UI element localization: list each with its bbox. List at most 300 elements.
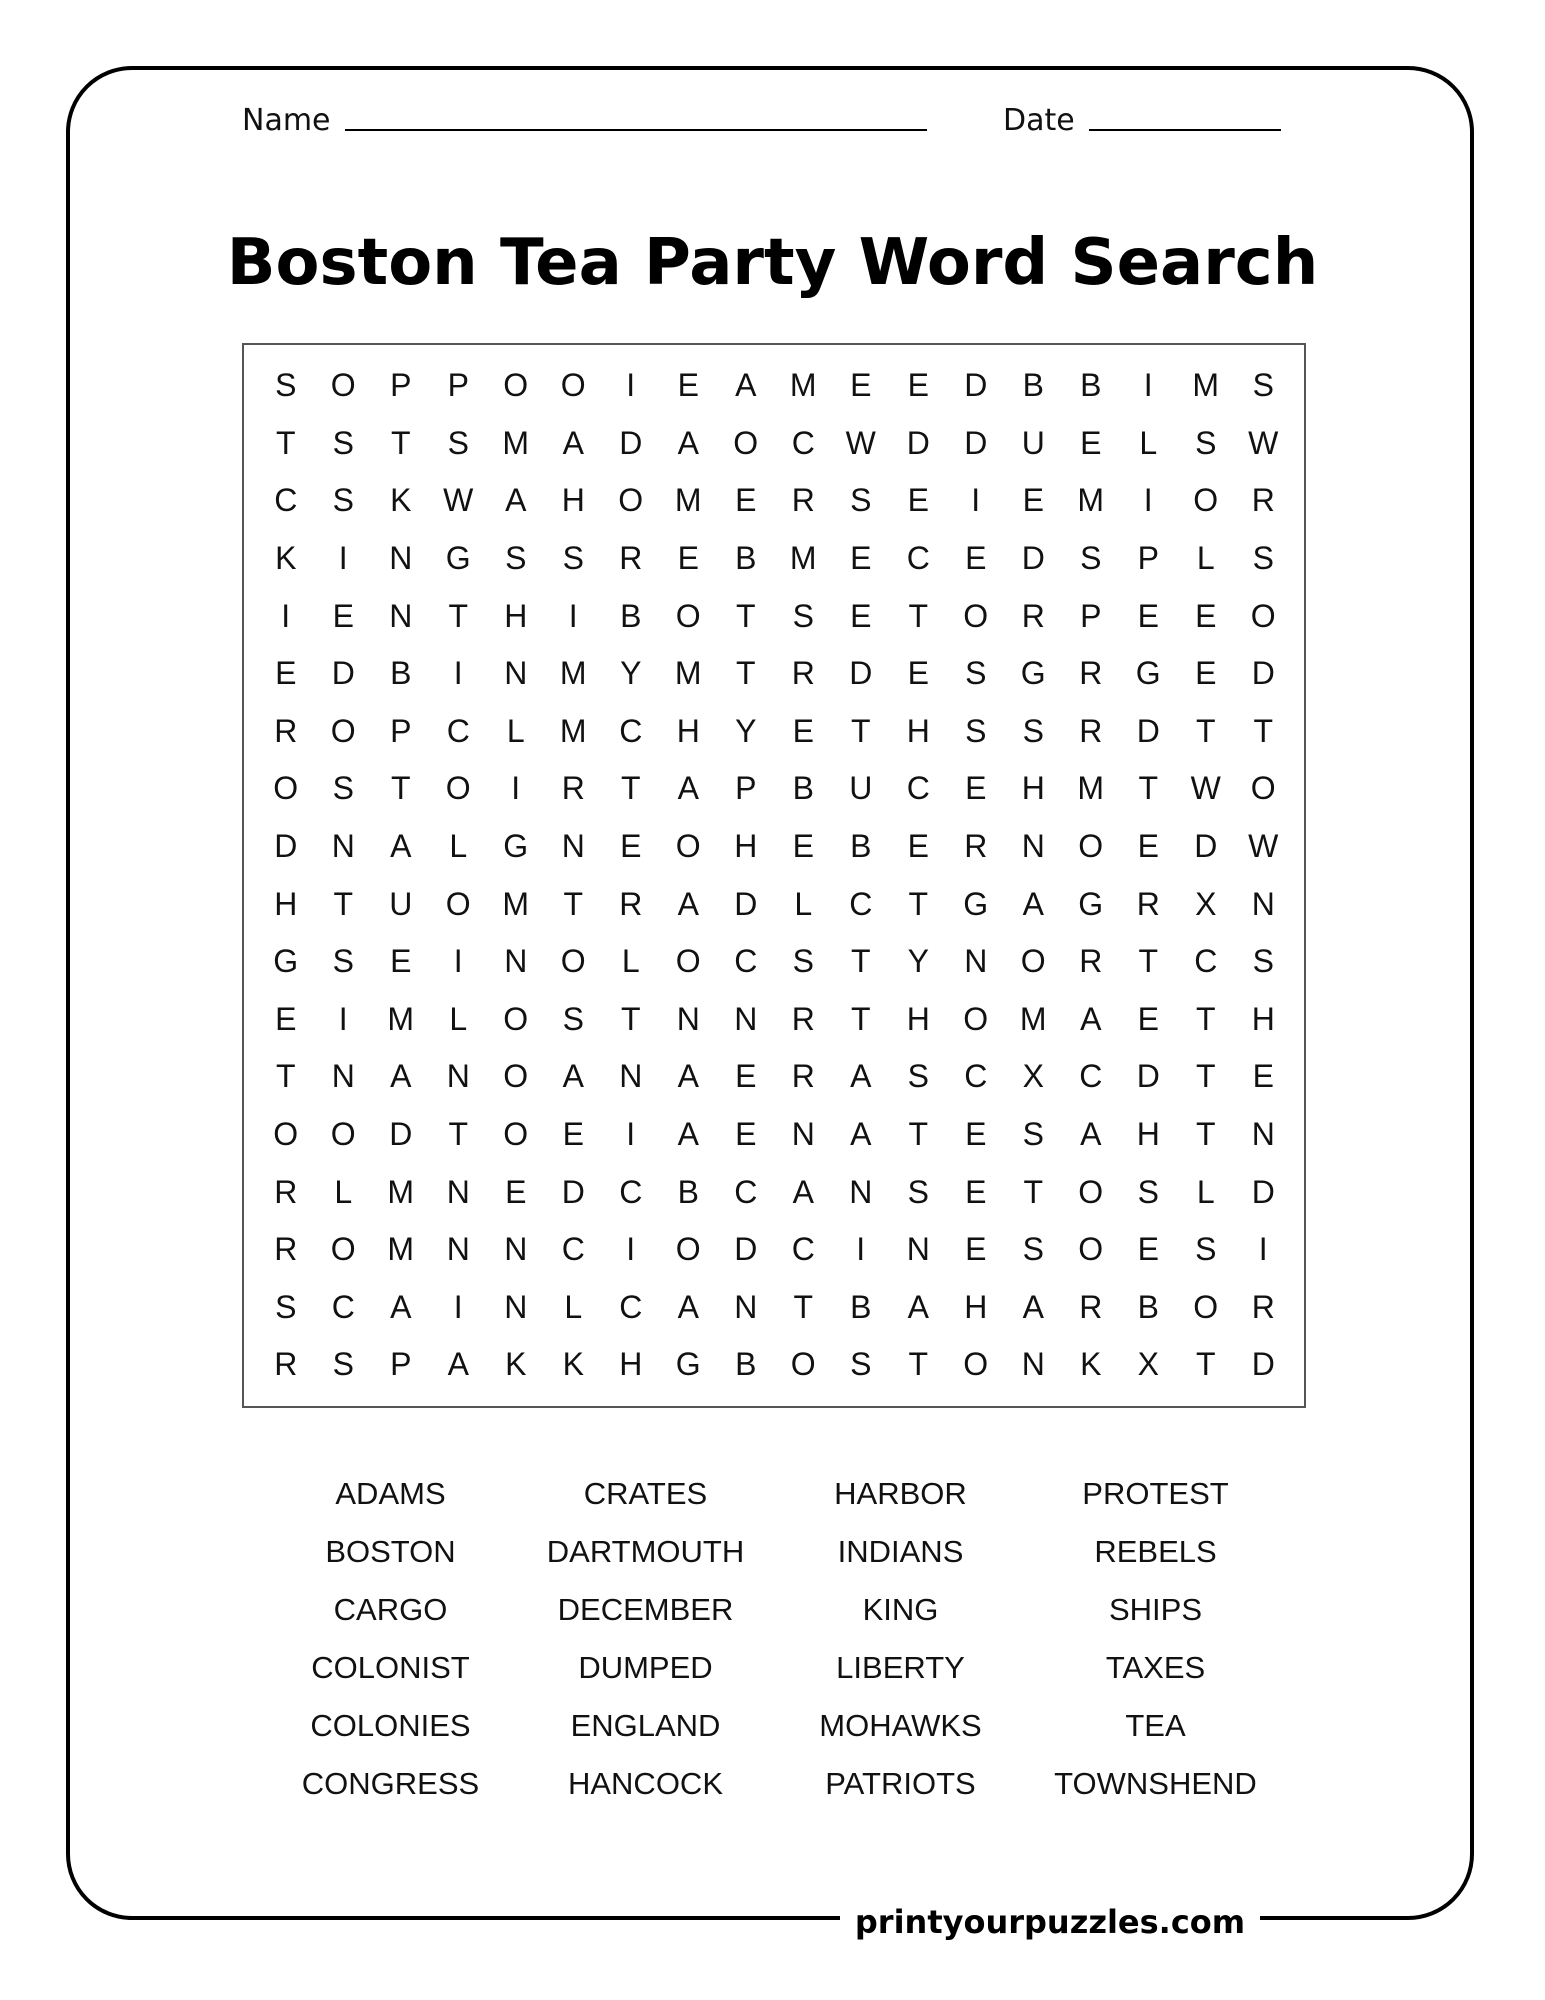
- grid-letter[interactable]: E: [390, 943, 412, 980]
- grid-letter[interactable]: N: [734, 1288, 758, 1325]
- grid-letter[interactable]: C: [446, 712, 470, 749]
- grid-letter[interactable]: I: [626, 367, 636, 404]
- grid-letter[interactable]: E: [735, 1116, 757, 1153]
- grid-letter[interactable]: H: [964, 1288, 988, 1325]
- grid-letter[interactable]: D: [734, 1231, 758, 1268]
- grid-letter[interactable]: D: [1194, 828, 1218, 865]
- grid-letter[interactable]: M: [1077, 482, 1105, 519]
- grid-letter[interactable]: Y: [735, 712, 757, 749]
- grid-letter[interactable]: B: [792, 770, 814, 807]
- grid-letter[interactable]: T: [850, 712, 871, 749]
- grid-letter[interactable]: E: [562, 1116, 584, 1153]
- grid-letter[interactable]: K: [275, 540, 297, 577]
- grid-letter[interactable]: R: [274, 1173, 298, 1210]
- grid-letter[interactable]: I: [338, 1000, 348, 1037]
- grid-letter[interactable]: E: [850, 540, 872, 577]
- grid-letter[interactable]: B: [735, 540, 757, 577]
- grid-letter[interactable]: E: [1195, 597, 1217, 634]
- grid-letter[interactable]: W: [1248, 424, 1279, 461]
- grid-letter[interactable]: D: [964, 424, 988, 461]
- grid-letter[interactable]: G: [1078, 885, 1104, 922]
- grid-letter[interactable]: E: [677, 540, 699, 577]
- grid-letter[interactable]: R: [274, 1231, 298, 1268]
- grid-letter[interactable]: D: [1136, 712, 1160, 749]
- grid-letter[interactable]: S: [792, 943, 814, 980]
- grid-letter[interactable]: E: [275, 655, 297, 692]
- grid-letter[interactable]: D: [389, 1116, 413, 1153]
- grid-letter[interactable]: S: [332, 770, 354, 807]
- grid-letter[interactable]: O: [733, 424, 759, 461]
- grid-letter[interactable]: M: [789, 367, 817, 404]
- grid-letter[interactable]: E: [1137, 1231, 1159, 1268]
- grid-letter[interactable]: B: [735, 1346, 757, 1383]
- grid-letter[interactable]: P: [390, 367, 412, 404]
- grid-letter[interactable]: H: [561, 482, 585, 519]
- grid-letter[interactable]: U: [1021, 424, 1045, 461]
- grid-letter[interactable]: T: [1138, 770, 1159, 807]
- grid-letter[interactable]: B: [850, 1288, 872, 1325]
- grid-letter[interactable]: A: [1022, 885, 1044, 922]
- grid-letter[interactable]: A: [850, 1116, 872, 1153]
- grid-letter[interactable]: R: [1079, 1288, 1103, 1325]
- grid-letter[interactable]: D: [1251, 655, 1275, 692]
- grid-letter[interactable]: O: [330, 1231, 356, 1268]
- grid-letter[interactable]: M: [674, 482, 702, 519]
- grid-letter[interactable]: K: [1080, 1346, 1102, 1383]
- grid-letter[interactable]: X: [1137, 1346, 1159, 1383]
- grid-letter[interactable]: O: [675, 943, 701, 980]
- grid-letter[interactable]: L: [334, 1173, 353, 1210]
- grid-letter[interactable]: I: [856, 1231, 866, 1268]
- grid-letter[interactable]: U: [389, 885, 413, 922]
- grid-letter[interactable]: N: [1021, 828, 1045, 865]
- grid-letter[interactable]: O: [445, 885, 471, 922]
- grid-letter[interactable]: S: [1252, 367, 1274, 404]
- grid-letter[interactable]: O: [790, 1346, 816, 1383]
- grid-letter[interactable]: L: [1139, 424, 1158, 461]
- grid-letter[interactable]: B: [620, 597, 642, 634]
- grid-letter[interactable]: D: [849, 655, 873, 692]
- grid-letter[interactable]: S: [275, 367, 297, 404]
- grid-letter[interactable]: E: [792, 828, 814, 865]
- grid-letter[interactable]: N: [1251, 1116, 1275, 1153]
- grid-letter[interactable]: A: [735, 367, 757, 404]
- grid-letter[interactable]: N: [504, 943, 528, 980]
- grid-letter[interactable]: O: [1250, 770, 1276, 807]
- grid-letter[interactable]: S: [1195, 424, 1217, 461]
- grid-letter[interactable]: C: [964, 1058, 988, 1095]
- grid-letter[interactable]: L: [621, 943, 640, 980]
- grid-letter[interactable]: I: [511, 770, 521, 807]
- grid-letter[interactable]: T: [908, 885, 929, 922]
- grid-letter[interactable]: C: [906, 770, 930, 807]
- grid-letter[interactable]: D: [561, 1173, 585, 1210]
- grid-letter[interactable]: B: [677, 1173, 699, 1210]
- grid-letter[interactable]: C: [791, 1231, 815, 1268]
- grid-letter[interactable]: S: [562, 540, 584, 577]
- grid-letter[interactable]: R: [791, 1000, 815, 1037]
- grid-letter[interactable]: H: [504, 597, 528, 634]
- grid-letter[interactable]: E: [332, 597, 354, 634]
- grid-letter[interactable]: W: [845, 424, 876, 461]
- grid-letter[interactable]: N: [504, 655, 528, 692]
- grid-letter[interactable]: E: [965, 1173, 987, 1210]
- grid-letter[interactable]: K: [390, 482, 412, 519]
- grid-letter[interactable]: N: [676, 1000, 700, 1037]
- grid-letter[interactable]: A: [677, 1116, 699, 1153]
- grid-letter[interactable]: A: [677, 1288, 699, 1325]
- grid-letter[interactable]: N: [1021, 1346, 1045, 1383]
- grid-letter[interactable]: L: [1196, 1173, 1215, 1210]
- grid-letter[interactable]: O: [675, 597, 701, 634]
- grid-letter[interactable]: N: [1251, 885, 1275, 922]
- grid-letter[interactable]: H: [1021, 770, 1045, 807]
- grid-letter[interactable]: T: [908, 597, 929, 634]
- grid-letter[interactable]: L: [1196, 540, 1215, 577]
- grid-letter[interactable]: O: [503, 367, 529, 404]
- grid-letter[interactable]: R: [791, 655, 815, 692]
- grid-letter[interactable]: I: [626, 1116, 636, 1153]
- grid-letter[interactable]: C: [561, 1231, 585, 1268]
- date-field[interactable]: [1089, 129, 1281, 131]
- grid-letter[interactable]: S: [965, 655, 987, 692]
- grid-letter[interactable]: C: [619, 1288, 643, 1325]
- grid-letter[interactable]: O: [330, 367, 356, 404]
- grid-letter[interactable]: S: [1195, 1231, 1217, 1268]
- grid-letter[interactable]: S: [332, 424, 354, 461]
- grid-letter[interactable]: U: [849, 770, 873, 807]
- grid-letter[interactable]: S: [1252, 943, 1274, 980]
- grid-letter[interactable]: A: [677, 770, 699, 807]
- grid-letter[interactable]: E: [1137, 597, 1159, 634]
- grid-letter[interactable]: O: [560, 943, 586, 980]
- grid-letter[interactable]: A: [907, 1288, 929, 1325]
- grid-letter[interactable]: T: [850, 943, 871, 980]
- grid-letter[interactable]: O: [273, 770, 299, 807]
- grid-letter[interactable]: W: [1248, 828, 1279, 865]
- grid-letter[interactable]: O: [675, 1231, 701, 1268]
- grid-letter[interactable]: E: [907, 828, 929, 865]
- grid-letter[interactable]: D: [619, 424, 643, 461]
- grid-letter[interactable]: S: [1022, 1231, 1044, 1268]
- grid-letter[interactable]: R: [791, 482, 815, 519]
- grid-letter[interactable]: T: [390, 770, 411, 807]
- grid-letter[interactable]: M: [387, 1000, 415, 1037]
- grid-letter[interactable]: A: [562, 424, 584, 461]
- grid-letter[interactable]: A: [505, 482, 527, 519]
- grid-letter[interactable]: L: [506, 712, 525, 749]
- grid-letter[interactable]: R: [1021, 597, 1045, 634]
- grid-letter[interactable]: O: [675, 828, 701, 865]
- grid-letter[interactable]: C: [1194, 943, 1218, 980]
- grid-letter[interactable]: N: [791, 1116, 815, 1153]
- grid-letter[interactable]: D: [1021, 540, 1045, 577]
- grid-letter[interactable]: M: [789, 540, 817, 577]
- grid-letter[interactable]: S: [275, 1288, 297, 1325]
- grid-letter[interactable]: T: [620, 1000, 641, 1037]
- grid-letter[interactable]: I: [1143, 367, 1153, 404]
- grid-letter[interactable]: R: [791, 1058, 815, 1095]
- grid-letter[interactable]: H: [274, 885, 298, 922]
- grid-letter[interactable]: H: [619, 1346, 643, 1383]
- grid-letter[interactable]: E: [1195, 655, 1217, 692]
- grid-letter[interactable]: M: [502, 424, 530, 461]
- grid-letter[interactable]: A: [792, 1173, 814, 1210]
- grid-letter[interactable]: M: [559, 712, 587, 749]
- grid-letter[interactable]: S: [965, 712, 987, 749]
- grid-letter[interactable]: C: [331, 1288, 355, 1325]
- grid-letter[interactable]: S: [1022, 1116, 1044, 1153]
- grid-letter[interactable]: T: [1195, 1346, 1216, 1383]
- grid-letter[interactable]: S: [1252, 540, 1274, 577]
- grid-letter[interactable]: T: [333, 885, 354, 922]
- grid-letter[interactable]: D: [1251, 1173, 1275, 1210]
- grid-letter[interactable]: N: [504, 1231, 528, 1268]
- grid-letter[interactable]: K: [562, 1346, 584, 1383]
- grid-letter[interactable]: N: [619, 1058, 643, 1095]
- grid-letter[interactable]: C: [1079, 1058, 1103, 1095]
- grid-letter[interactable]: W: [1190, 770, 1221, 807]
- grid-letter[interactable]: I: [281, 597, 291, 634]
- grid-letter[interactable]: T: [1023, 1173, 1044, 1210]
- grid-letter[interactable]: E: [965, 1231, 987, 1268]
- grid-letter[interactable]: C: [849, 885, 873, 922]
- grid-letter[interactable]: S: [447, 424, 469, 461]
- grid-letter[interactable]: S: [792, 597, 814, 634]
- grid-letter[interactable]: A: [447, 1346, 469, 1383]
- grid-letter[interactable]: O: [330, 1116, 356, 1153]
- grid-letter[interactable]: S: [1137, 1173, 1159, 1210]
- grid-letter[interactable]: T: [735, 655, 756, 692]
- grid-letter[interactable]: O: [503, 1116, 529, 1153]
- grid-letter[interactable]: E: [850, 597, 872, 634]
- grid-letter[interactable]: O: [1193, 482, 1219, 519]
- grid-letter[interactable]: T: [850, 1000, 871, 1037]
- grid-letter[interactable]: E: [1137, 828, 1159, 865]
- grid-letter[interactable]: O: [445, 770, 471, 807]
- grid-letter[interactable]: O: [503, 1058, 529, 1095]
- grid-letter[interactable]: R: [619, 885, 643, 922]
- grid-letter[interactable]: E: [907, 655, 929, 692]
- grid-letter[interactable]: P: [735, 770, 757, 807]
- grid-letter[interactable]: S: [505, 540, 527, 577]
- grid-letter[interactable]: R: [1136, 885, 1160, 922]
- grid-letter[interactable]: W: [443, 482, 474, 519]
- grid-letter[interactable]: S: [1080, 540, 1102, 577]
- grid-letter[interactable]: S: [850, 482, 872, 519]
- grid-letter[interactable]: T: [1138, 943, 1159, 980]
- grid-letter[interactable]: I: [1143, 482, 1153, 519]
- grid-letter[interactable]: A: [390, 828, 412, 865]
- grid-letter[interactable]: E: [965, 770, 987, 807]
- grid-letter[interactable]: G: [1020, 655, 1046, 692]
- grid-letter[interactable]: H: [1136, 1116, 1160, 1153]
- grid-letter[interactable]: R: [964, 828, 988, 865]
- grid-letter[interactable]: C: [791, 424, 815, 461]
- grid-letter[interactable]: M: [387, 1231, 415, 1268]
- grid-letter[interactable]: T: [563, 885, 584, 922]
- grid-letter[interactable]: C: [619, 712, 643, 749]
- grid-letter[interactable]: L: [564, 1288, 583, 1325]
- grid-letter[interactable]: D: [906, 424, 930, 461]
- grid-letter[interactable]: T: [1195, 1116, 1216, 1153]
- grid-letter[interactable]: S: [850, 1346, 872, 1383]
- grid-letter[interactable]: O: [1078, 1231, 1104, 1268]
- grid-letter[interactable]: I: [453, 1288, 463, 1325]
- grid-letter[interactable]: A: [390, 1058, 412, 1095]
- grid-letter[interactable]: E: [735, 1058, 757, 1095]
- grid-letter[interactable]: R: [1079, 655, 1103, 692]
- grid-letter[interactable]: M: [1019, 1000, 1047, 1037]
- grid-letter[interactable]: E: [1137, 1000, 1159, 1037]
- grid-letter[interactable]: S: [332, 943, 354, 980]
- grid-letter[interactable]: O: [1250, 597, 1276, 634]
- grid-letter[interactable]: N: [446, 1058, 470, 1095]
- grid-letter[interactable]: L: [449, 828, 468, 865]
- grid-letter[interactable]: M: [387, 1173, 415, 1210]
- grid-letter[interactable]: H: [676, 712, 700, 749]
- grid-letter[interactable]: A: [390, 1288, 412, 1325]
- grid-letter[interactable]: M: [674, 655, 702, 692]
- grid-letter[interactable]: R: [561, 770, 585, 807]
- grid-letter[interactable]: E: [677, 367, 699, 404]
- grid-letter[interactable]: M: [1077, 770, 1105, 807]
- grid-letter[interactable]: E: [620, 828, 642, 865]
- grid-letter[interactable]: S: [332, 482, 354, 519]
- grid-letter[interactable]: L: [794, 885, 813, 922]
- grid-letter[interactable]: T: [275, 424, 296, 461]
- grid-letter[interactable]: C: [274, 482, 298, 519]
- grid-letter[interactable]: E: [965, 1116, 987, 1153]
- grid-letter[interactable]: B: [1080, 367, 1102, 404]
- grid-letter[interactable]: Y: [907, 943, 929, 980]
- grid-letter[interactable]: T: [275, 1058, 296, 1095]
- grid-letter[interactable]: M: [1192, 367, 1220, 404]
- grid-letter[interactable]: T: [793, 1288, 814, 1325]
- grid-letter[interactable]: N: [964, 943, 988, 980]
- grid-letter[interactable]: P: [390, 1346, 412, 1383]
- grid-letter[interactable]: R: [1251, 1288, 1275, 1325]
- grid-letter[interactable]: E: [275, 1000, 297, 1037]
- grid-letter[interactable]: K: [505, 1346, 527, 1383]
- grid-letter[interactable]: Y: [620, 655, 642, 692]
- grid-letter[interactable]: O: [560, 367, 586, 404]
- grid-letter[interactable]: D: [1251, 1346, 1275, 1383]
- grid-letter[interactable]: N: [331, 1058, 355, 1095]
- grid-letter[interactable]: I: [971, 482, 981, 519]
- grid-letter[interactable]: I: [338, 540, 348, 577]
- grid-letter[interactable]: I: [453, 943, 463, 980]
- grid-letter[interactable]: A: [562, 1058, 584, 1095]
- grid-letter[interactable]: I: [1258, 1231, 1268, 1268]
- grid-letter[interactable]: E: [907, 367, 929, 404]
- grid-letter[interactable]: I: [626, 1231, 636, 1268]
- grid-letter[interactable]: R: [1251, 482, 1275, 519]
- grid-letter[interactable]: P: [390, 712, 412, 749]
- grid-letter[interactable]: D: [331, 655, 355, 692]
- grid-letter[interactable]: A: [1080, 1000, 1102, 1037]
- grid-letter[interactable]: O: [273, 1116, 299, 1153]
- grid-letter[interactable]: X: [1022, 1058, 1044, 1095]
- grid-letter[interactable]: L: [449, 1000, 468, 1037]
- grid-letter[interactable]: N: [446, 1231, 470, 1268]
- grid-letter[interactable]: O: [330, 712, 356, 749]
- grid-letter[interactable]: S: [332, 1346, 354, 1383]
- grid-letter[interactable]: A: [850, 1058, 872, 1095]
- grid-letter[interactable]: C: [619, 1173, 643, 1210]
- grid-letter[interactable]: T: [1195, 1058, 1216, 1095]
- grid-letter[interactable]: R: [274, 1346, 298, 1383]
- grid-letter[interactable]: A: [677, 424, 699, 461]
- name-field[interactable]: [345, 129, 927, 131]
- grid-letter[interactable]: O: [1078, 828, 1104, 865]
- grid-letter[interactable]: T: [448, 597, 469, 634]
- grid-letter[interactable]: N: [906, 1231, 930, 1268]
- grid-letter[interactable]: B: [1022, 367, 1044, 404]
- grid-letter[interactable]: E: [735, 482, 757, 519]
- grid-letter[interactable]: O: [963, 1000, 989, 1037]
- grid-letter[interactable]: P: [1137, 540, 1159, 577]
- grid-letter[interactable]: E: [792, 712, 814, 749]
- grid-letter[interactable]: N: [504, 1288, 528, 1325]
- grid-letter[interactable]: E: [505, 1173, 527, 1210]
- grid-letter[interactable]: D: [274, 828, 298, 865]
- grid-letter[interactable]: R: [274, 712, 298, 749]
- grid-letter[interactable]: S: [1022, 712, 1044, 749]
- grid-letter[interactable]: H: [906, 1000, 930, 1037]
- grid-letter[interactable]: H: [734, 828, 758, 865]
- grid-letter[interactable]: D: [1136, 1058, 1160, 1095]
- grid-letter[interactable]: T: [1195, 1000, 1216, 1037]
- grid-letter[interactable]: E: [1080, 424, 1102, 461]
- grid-letter[interactable]: O: [503, 1000, 529, 1037]
- grid-letter[interactable]: C: [734, 1173, 758, 1210]
- grid-letter[interactable]: T: [390, 424, 411, 461]
- grid-letter[interactable]: S: [907, 1058, 929, 1095]
- grid-letter[interactable]: A: [1080, 1116, 1102, 1153]
- grid-letter[interactable]: E: [907, 482, 929, 519]
- grid-letter[interactable]: T: [1253, 712, 1274, 749]
- grid-letter[interactable]: T: [1195, 712, 1216, 749]
- grid-letter[interactable]: B: [850, 828, 872, 865]
- grid-letter[interactable]: T: [735, 597, 756, 634]
- grid-letter[interactable]: E: [1252, 1058, 1274, 1095]
- grid-letter[interactable]: A: [1022, 1288, 1044, 1325]
- grid-letter[interactable]: M: [559, 655, 587, 692]
- grid-letter[interactable]: A: [677, 885, 699, 922]
- grid-letter[interactable]: D: [964, 367, 988, 404]
- grid-letter[interactable]: O: [1193, 1288, 1219, 1325]
- grid-letter[interactable]: R: [1079, 712, 1103, 749]
- grid-letter[interactable]: O: [963, 1346, 989, 1383]
- grid-letter[interactable]: S: [907, 1173, 929, 1210]
- grid-letter[interactable]: P: [447, 367, 469, 404]
- grid-letter[interactable]: G: [963, 885, 989, 922]
- grid-letter[interactable]: I: [453, 655, 463, 692]
- grid-letter[interactable]: N: [561, 828, 585, 865]
- grid-letter[interactable]: C: [906, 540, 930, 577]
- grid-letter[interactable]: P: [1080, 597, 1102, 634]
- grid-letter[interactable]: R: [1079, 943, 1103, 980]
- grid-letter[interactable]: B: [1137, 1288, 1159, 1325]
- grid-letter[interactable]: G: [675, 1346, 701, 1383]
- grid-letter[interactable]: C: [734, 943, 758, 980]
- grid-letter[interactable]: N: [446, 1173, 470, 1210]
- grid-letter[interactable]: H: [1251, 1000, 1275, 1037]
- grid-letter[interactable]: S: [562, 1000, 584, 1037]
- grid-letter[interactable]: G: [445, 540, 471, 577]
- grid-letter[interactable]: A: [677, 1058, 699, 1095]
